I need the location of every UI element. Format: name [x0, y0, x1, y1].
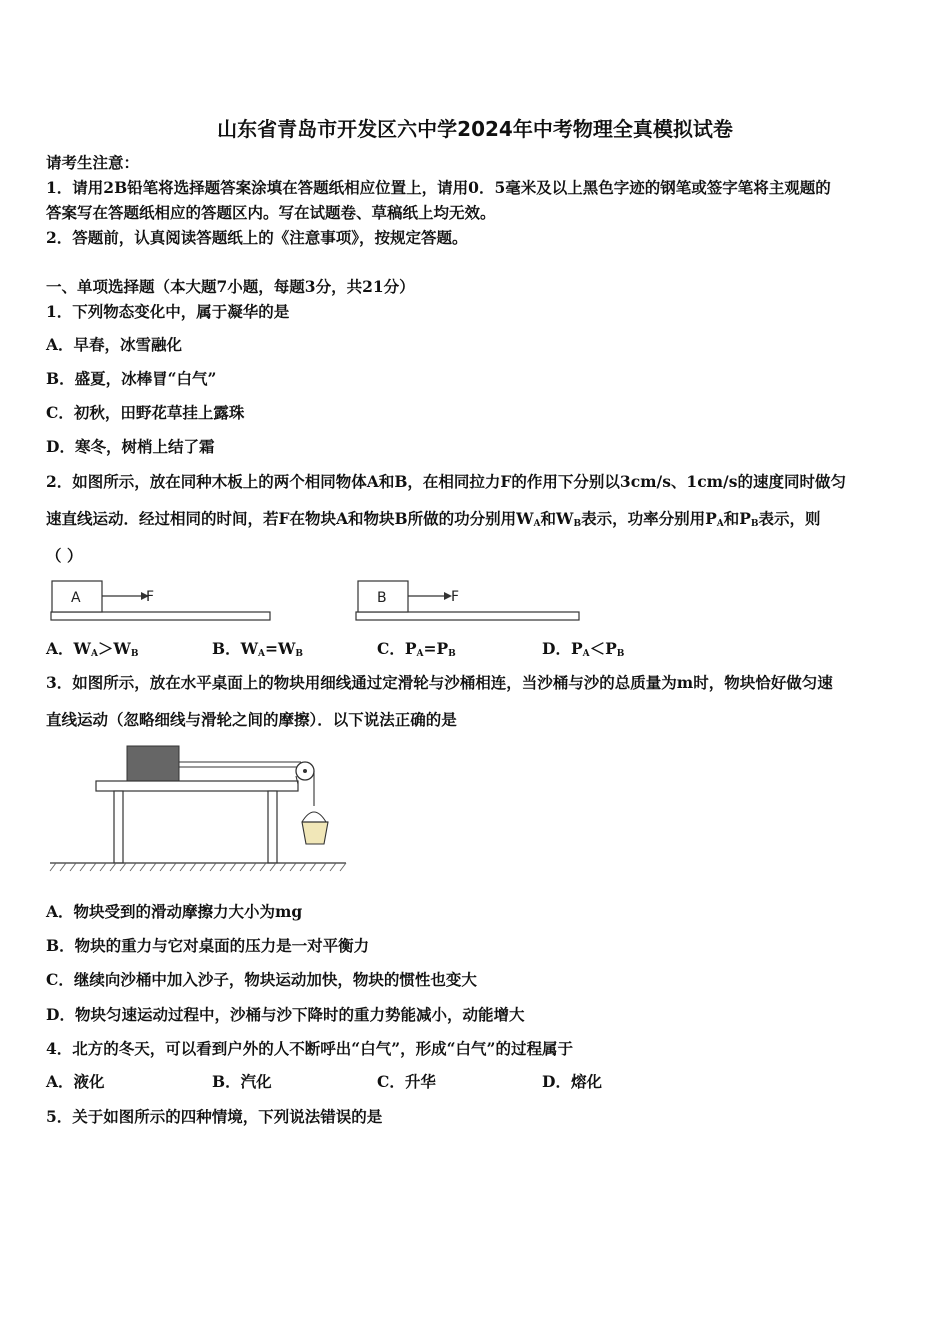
sand-bucket — [302, 822, 328, 844]
q2-option-a: A．$W_A>W_B$ — [46, 639, 139, 659]
notice-heading: 请考生注意： — [46, 153, 140, 172]
q2-option-d: D．$P_A<P_B$ — [542, 639, 625, 659]
q3-stem-line1: 3．如图所示，放在水平桌面上的物块用细线通过定滑轮与沙桶相连，当沙桶与沙的总质量为m时，物块恰好做匀速 — [46, 673, 833, 692]
q5-stem: 5．关于如图所示的四种情境，下列说法错误的是 — [46, 1107, 383, 1126]
q2-answer-blank: （ ） — [46, 546, 83, 565]
section-heading: 一、单项选择题（本大题7小题，每题3分，共21分） — [46, 277, 415, 296]
q2-figure-b — [356, 581, 579, 620]
block-a-label: A — [71, 590, 81, 606]
q1-option-b: B．盛夏，冰棒冒“白气” — [46, 369, 217, 388]
page-title: 山东省青岛市开发区六中学2024年中考物理全真模拟试卷 — [217, 117, 733, 141]
notice-line-3: 2．答题前，认真阅读答题纸上的《注意事项》，按规定答题。 — [46, 228, 468, 247]
q4-option-d: D．熔化 — [542, 1072, 602, 1091]
q3-option-a: A．物块受到的滑动摩擦力大小为mg — [46, 902, 303, 921]
q2-stem-line2: 速直线运动．经过相同的时间，若F在物块A和物块B所做的功分别用$W_A$和$W_B$表示，功率分别用$P_A$和$P_B$表示，则 — [46, 509, 821, 529]
q1-option-c: C．初秋，田野花草挂上露珠 — [46, 403, 245, 422]
q1-stem: 1．下列物态变化中，属于凝华的是 — [46, 302, 290, 321]
notice-line-1: 1．请用2B铅笔将选择题答案涂填在答题纸相应位置上，请用0．5毫米及以上黑色字迹的钢笔或签字笔将主观题的 — [46, 178, 831, 197]
q3-option-d: D．物块匀速运动过程中，沙桶与沙下降时的重力势能减小，动能增大 — [46, 1005, 525, 1024]
q3-figure — [46, 740, 352, 876]
q2-option-c: C．$P_A=P_B$ — [377, 639, 456, 659]
q3-stem-line2: 直线运动（忽略细线与滑轮之间的摩擦）．以下说法正确的是 — [46, 710, 457, 729]
sliding-block — [127, 746, 179, 781]
q2-figure-a — [51, 581, 270, 620]
force-a-label: F — [146, 589, 155, 605]
q2-option-b: B．$W_A=W_B$ — [212, 639, 304, 659]
q3-option-b: B．物块的重力与它对桌面的压力是一对平衡力 — [46, 936, 370, 955]
q4-option-b: B．汽化 — [212, 1072, 272, 1091]
q4-stem: 4．北方的冬天，可以看到户外的人不断呼出“白气”，形成“白气”的过程属于 — [46, 1039, 573, 1058]
table-leg-right — [268, 791, 277, 863]
notice-line-2: 答案写在答题纸相应的答题区内。写在试题卷、草稿纸上均无效。 — [46, 203, 496, 222]
q1-option-a: A．早春，冰雪融化 — [46, 335, 183, 354]
q3-option-c: C．继续向沙桶中加入沙子，物块运动加快，物块的惯性也变大 — [46, 970, 477, 989]
q4-option-a: A．液化 — [46, 1072, 105, 1091]
table-leg-left — [114, 791, 123, 863]
q2-figure — [46, 574, 586, 626]
q1-option-d: D．寒冬，树梢上结了霜 — [46, 437, 215, 456]
block-b-label: B — [377, 590, 387, 606]
q4-option-c: C．升华 — [377, 1072, 436, 1091]
force-b-label: F — [451, 589, 460, 605]
table-top — [96, 781, 298, 791]
q2-stem-line1: 2．如图所示，放在同种木板上的两个相同物体A和B，在相同拉力F的作用下分别以3cm/s、1cm/s的速度同时做匀 — [46, 472, 846, 491]
